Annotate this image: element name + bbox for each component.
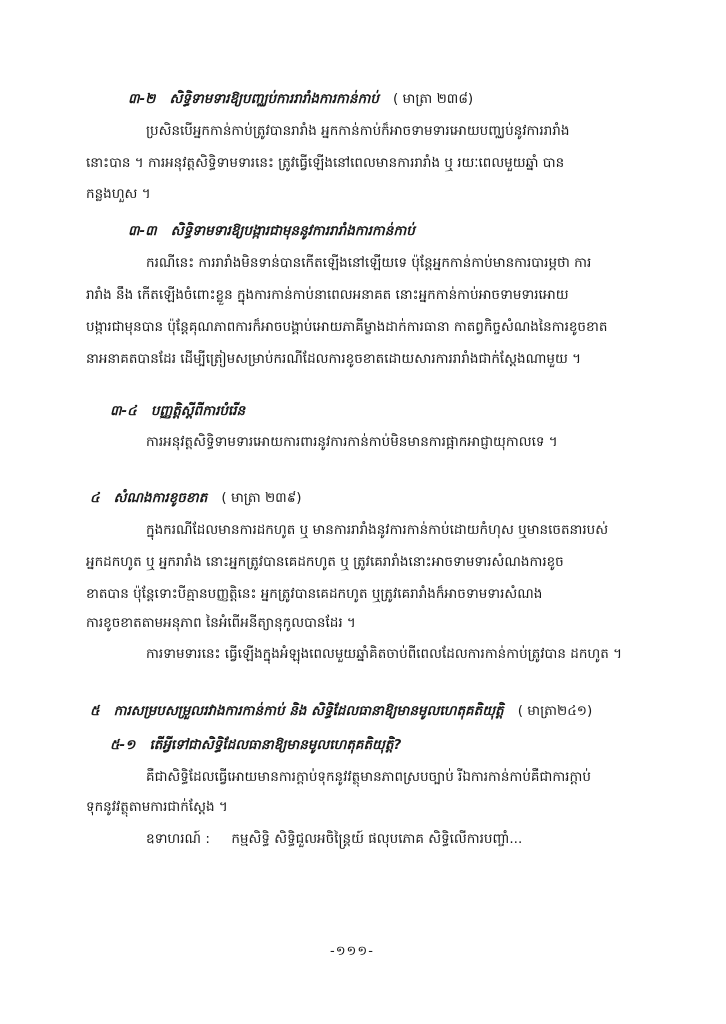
paragraph-line: ទុកនូវវត្ថុតាមការជាក់ស្តែង ។	[86, 799, 228, 815]
heading-title: បញ្ញត្តិស្តីពីការបំរើន	[150, 403, 246, 419]
example-line	[146, 830, 522, 848]
paragraph-line: ក្នុងករណីដែលមានការដកហូត ឬ មានការរារាំងនូវការកាន់កាប់ដោយកំហុស ឬមានចេតនារបស់	[146, 522, 609, 538]
heading-5	[90, 702, 592, 720]
heading-title: សិទ្ធិទាមទារឱ្យបង្ការជាមុននូវការរារាំងការកាន់កាប់	[170, 223, 415, 239]
paragraph-line: ការទាមទារនេះ ធ្វើឡើងក្នុងអំឡុងពេលមួយឆ្នាំគិតចាប់ពីពេលដែលការកាន់កាប់ត្រូវបាន ដកហូត ។	[146, 646, 623, 662]
paragraph-line: នាអនាគតបានដែរ ដើម្បីត្រៀមសម្រាប់ករណីដែលការខូចខាតដោយសារការរារាំងជាក់ស្តែងណាមួយ ។	[86, 351, 581, 367]
heading-3-2	[128, 90, 473, 108]
article-reference: ( មាត្រា២៤១)	[517, 703, 593, 719]
heading-number: ៣-៣	[128, 223, 157, 239]
paragraph-line: គឺជាសិទ្ធិដែលធ្វើអោយមានការក្តាប់ទុកនូវវត្ថុមានភាពស្របច្បាប់ រីឯការកាន់កាប់គឺជាការក្តាប់	[146, 769, 591, 785]
article-reference: ( មាត្រា ២៣៩)	[221, 490, 302, 506]
paragraph-line: នោះបាន ។ ការអនុវត្តសិទ្ធិទាមទារនេះ ត្រូវធ្វើឡើងនៅពេលមានការរារាំង ឬ រយៈពេលមួយឆ្នាំ បាន	[86, 155, 565, 171]
paragraph-line: កន្លងហួស ។	[86, 186, 151, 202]
page-number: -១១១-	[330, 944, 374, 959]
heading-title: សិទ្ធិទាមទារឱ្យបញ្ឈប់ការរារាំងការកាន់កាប់	[169, 91, 379, 107]
heading-number: ៣-៤	[110, 403, 137, 419]
heading-number: ៤	[90, 490, 100, 506]
heading-3-3	[128, 222, 415, 240]
heading-number: ៥	[90, 703, 100, 719]
heading-number: ៥-១	[110, 737, 136, 753]
heading-title: តើអ្វីទៅជាសិទ្ធិដែលធានាឱ្យមានមូលហេតុគតិយុត្តិ?	[149, 737, 402, 753]
heading-number: ៣-២	[128, 91, 156, 107]
heading-4	[90, 489, 302, 507]
heading-3-4	[110, 402, 245, 420]
paragraph-line: ការខូចខាតតាមអនុភាព នៃអំពើអនីត្យានុកូលបានដែរ ។	[86, 615, 356, 631]
article-reference: ( មាត្រា ២៣៨)	[393, 91, 474, 107]
paragraph-line: ប្រសិនបើអ្នកកាន់កាប់ត្រូវបានរារាំង អ្នកកាន់កាប់ក៏អាចទាមទារអោយបញ្ឈប់នូវការរារាំង	[146, 123, 570, 139]
heading-title: សំណងការខូចខាត	[113, 490, 208, 506]
paragraph-line: ការអនុវត្តសិទ្ធិទាមទារអោយការពារនូវការកាន់កាប់មិនមានការផ្អាកអាជ្ញាយុកាលទេ ។	[146, 434, 558, 450]
paragraph-line: ករណីនេះ ការរារាំងមិនទាន់បានកើតឡើងនៅឡើយទេ ប៉ុន្តែអ្នកកាន់កាប់មានការបារម្ភថា ការ	[146, 255, 592, 271]
paragraph-line: អ្នកដកហូត ឬ អ្នករារាំង នោះអ្នកត្រូវបានគេដកហូត ឬ ត្រូវគេរារាំងនោះអាចទាមទារសំណងការខូច	[86, 554, 564, 570]
paragraph-line: ខាតបាន ប៉ុន្តែទោះបីគ្មានបញ្ញត្តិនេះ អ្នកត្រូវបានគេដកហូត ឬត្រូវគេរារាំងក៏អាចទាមទារសំណង	[86, 586, 543, 602]
example-text: កម្មសិទ្ធិ សិទ្ធិជួលអចិន្ត្រៃយ៍ ផលុបភោគ សិទ្ធិលើការបញ្ចាំ...	[231, 831, 523, 847]
heading-title: ការសម្របសម្រួលរវាងការកាន់កាប់ និង សិទ្ធិដែលធានាឱ្យមានមូលហេតុគតិយុត្តិ	[113, 703, 504, 719]
paragraph-line: បង្ការជាមុនបាន ប៉ុន្តែគុណភាពការក៏អាចបង្គាប់អោយភាគីម្ខាងដាក់ការធានា កាតព្វកិច្ចសំណងនៃការខូចខាត	[86, 319, 608, 335]
paragraph-line: រារាំង នឹង កើតឡើងចំពោះខ្លួន ក្នុងការកាន់កាប់នាពេលអនាគត នោះអ្នកកាន់កាប់អាចទាមទារអោយ	[86, 287, 569, 303]
example-label: ឧទាហរណ៍ :	[146, 831, 210, 847]
heading-5-1	[110, 736, 401, 754]
